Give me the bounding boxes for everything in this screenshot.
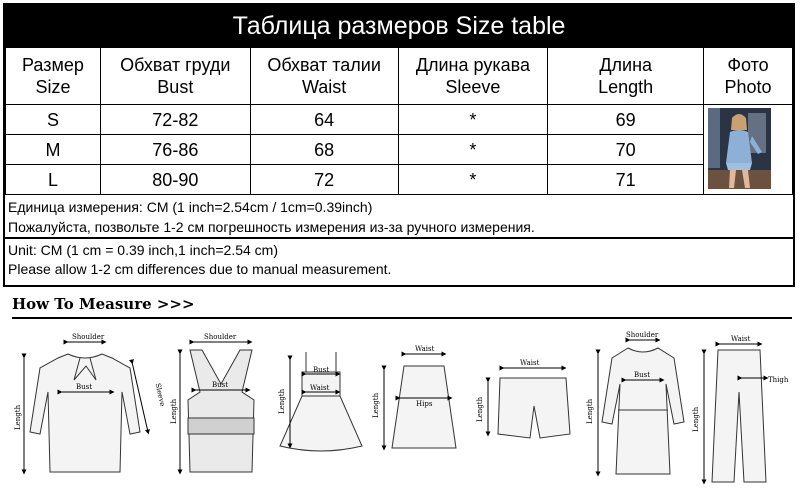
cell-size: S bbox=[6, 105, 101, 135]
blouse-diagram bbox=[24, 342, 148, 472]
label-length: Length bbox=[14, 404, 22, 430]
label-bust: Bust bbox=[212, 381, 229, 389]
label-length: Length bbox=[278, 388, 286, 414]
label-shoulder: Shoulder bbox=[626, 331, 659, 339]
cell-waist: 64 bbox=[250, 105, 398, 135]
camisole-diagram bbox=[180, 342, 254, 472]
label-length: Length bbox=[372, 392, 380, 418]
header-photo: Фото Photo bbox=[704, 48, 793, 105]
label-waist: Waist bbox=[731, 335, 751, 343]
label-length: Length bbox=[476, 396, 484, 422]
cell-bust: 72-82 bbox=[100, 105, 250, 135]
label-sleeve: Sleeve bbox=[153, 382, 167, 408]
page-title: Таблица размеров Size table bbox=[5, 5, 793, 47]
note-english bbox=[5, 241, 796, 279]
model-photo-illustration bbox=[708, 108, 771, 189]
shorts-diagram bbox=[488, 368, 570, 438]
label-hips: Hips bbox=[416, 400, 433, 408]
cell-waist: 72 bbox=[250, 165, 398, 195]
table-row bbox=[6, 105, 793, 135]
cell-length: 69 bbox=[548, 105, 704, 135]
measurement-diagrams bbox=[0, 322, 800, 490]
label-waist: Waist bbox=[310, 384, 330, 392]
cell-sleeve: * bbox=[398, 135, 548, 165]
cell-bust: 76-86 bbox=[100, 135, 250, 165]
label-waist: Waist bbox=[415, 345, 435, 353]
cell-sleeve: * bbox=[398, 165, 548, 195]
note-ru-allowance: Пожалуйста, позвольте 1-2 см погрешность измерения из-за ручного измерения. bbox=[8, 219, 535, 235]
note-en-allowance: Please allow 1-2 cm differences due to manual measurement. bbox=[8, 261, 392, 277]
table-row bbox=[6, 135, 793, 165]
cell-bust: 80-90 bbox=[100, 165, 250, 195]
label-length: Length bbox=[692, 406, 700, 432]
note-ru-unit: Единица измерения: CM (1 inch=2.54cm / 1cm=0.39inch) bbox=[8, 199, 373, 215]
header-length: Длина Length bbox=[548, 48, 704, 105]
table-header-row bbox=[6, 48, 793, 105]
cell-length: 71 bbox=[548, 165, 704, 195]
coat-diagram bbox=[598, 340, 684, 474]
label-waist: Waist bbox=[520, 359, 540, 367]
note-en-unit: Unit: CM (1 cm = 0.39 inch,1 inch=2.54 cm) bbox=[8, 242, 278, 258]
label-shoulder: Shoulder bbox=[204, 333, 237, 341]
label-shoulder: Shoulder bbox=[72, 333, 105, 341]
cell-length: 70 bbox=[548, 135, 704, 165]
cell-size: L bbox=[6, 165, 101, 195]
size-table bbox=[5, 47, 793, 195]
how-to-measure-heading: How To Measure >>> bbox=[12, 295, 195, 313]
header-sleeve: Длина рукава Sleeve bbox=[398, 48, 548, 105]
size-chart-frame bbox=[3, 3, 795, 287]
product-photo bbox=[708, 108, 771, 189]
label-bust: Bust bbox=[313, 366, 330, 374]
header-size: Размер Size bbox=[6, 48, 101, 105]
photo-cell bbox=[704, 105, 793, 195]
header-bust: Обхват груди Bust bbox=[100, 48, 250, 105]
trousers-diagram bbox=[704, 344, 766, 482]
label-length: Length bbox=[586, 398, 594, 424]
header-waist: Обхват талии Waist bbox=[250, 48, 398, 105]
table-row bbox=[6, 165, 793, 195]
label-bust: Bust bbox=[634, 371, 651, 379]
cell-size: M bbox=[6, 135, 101, 165]
cell-sleeve: * bbox=[398, 105, 548, 135]
label-length: Length bbox=[170, 398, 178, 424]
cell-waist: 68 bbox=[250, 135, 398, 165]
label-thigh: Thigh bbox=[768, 376, 789, 384]
label-bust: Bust bbox=[76, 383, 93, 391]
divider bbox=[12, 317, 792, 319]
note-russian bbox=[5, 197, 793, 239]
